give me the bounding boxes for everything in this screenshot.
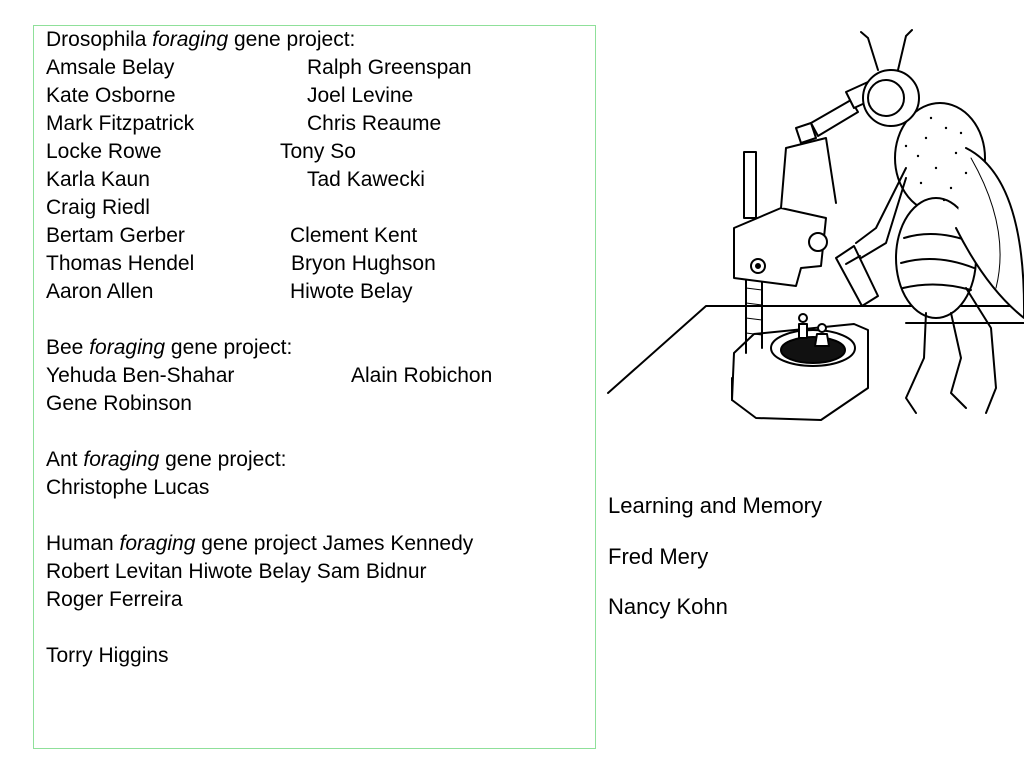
human-heading: Human foraging gene project James Kennedy	[46, 532, 474, 555]
extra-name: Torry Higgins	[46, 644, 169, 667]
credits-box	[33, 25, 596, 749]
name-row: Bertam Gerber Clement Kent	[46, 224, 418, 247]
name-row: Craig Riedl	[46, 196, 150, 219]
bee-heading: Bee foraging gene project:	[46, 336, 293, 359]
drosophila-heading: Drosophila foraging gene project:	[46, 28, 356, 51]
side-name: Fred Mery	[608, 544, 709, 569]
name-row: Gene Robinson	[46, 392, 192, 415]
name-row: Amsale Belay Ralph Greenspan	[46, 56, 472, 79]
name-row: Mark Fitzpatrick Chris Reaume	[46, 112, 442, 135]
name-row: Roger Ferreira	[46, 588, 183, 611]
name-row: Robert Levitan Hiwote Belay Sam Bidnur	[46, 560, 427, 583]
name-row: Locke Rowe Tony So	[46, 140, 356, 163]
side-name: Nancy Kohn	[608, 594, 728, 619]
learning-memory-title: Learning and Memory	[608, 493, 823, 518]
fly-microscope-illustration-icon	[606, 28, 1024, 434]
name-row: Christophe Lucas	[46, 476, 210, 499]
name-row: Yehuda Ben-Shahar Alain Robichon	[46, 364, 493, 387]
name-row: Karla Kaun Tad Kawecki	[46, 168, 425, 191]
name-row: Aaron Allen Hiwote Belay	[46, 280, 413, 303]
name-row: Kate Osborne Joel Levine	[46, 84, 414, 107]
name-row: Thomas Hendel Bryon Hughson	[46, 252, 436, 275]
ant-heading: Ant foraging gene project:	[46, 448, 287, 471]
